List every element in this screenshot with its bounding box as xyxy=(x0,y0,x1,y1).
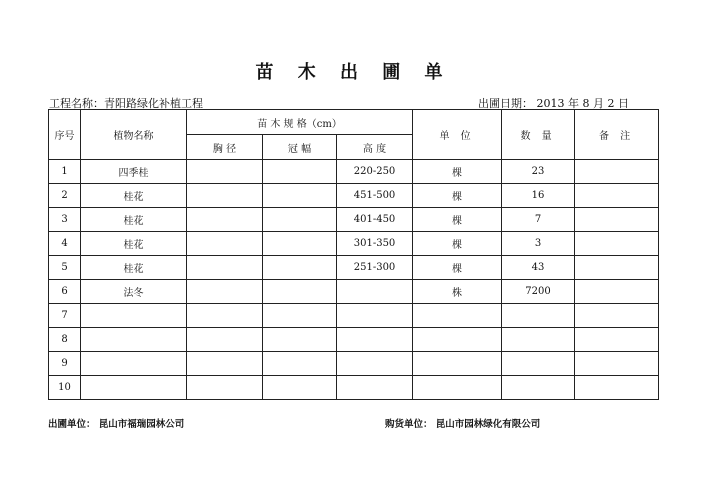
row-height xyxy=(337,328,413,352)
row-quantity: 3 xyxy=(502,232,575,256)
row-height: 220-250 xyxy=(337,160,413,184)
row-unit xyxy=(413,328,502,352)
row-height xyxy=(337,280,413,304)
header-note: 备 注 xyxy=(575,110,659,160)
row-quantity xyxy=(502,376,575,400)
row-chest-diameter xyxy=(187,376,263,400)
header-spec: 苗 木 规 格（cm） xyxy=(187,110,413,135)
row-crown-width xyxy=(263,160,337,184)
row-chest-diameter xyxy=(187,208,263,232)
row-unit xyxy=(413,304,502,328)
row-chest-diameter xyxy=(187,352,263,376)
row-quantity: 23 xyxy=(502,160,575,184)
row-crown-width xyxy=(263,304,337,328)
header-index: 序号 xyxy=(49,110,81,160)
row-unit xyxy=(413,352,502,376)
row-quantity: 43 xyxy=(502,256,575,280)
row-index: 4 xyxy=(49,232,81,256)
row-crown-width xyxy=(263,328,337,352)
header-row xyxy=(49,110,659,135)
table-row xyxy=(49,280,659,304)
table-row xyxy=(49,328,659,352)
row-unit: 株 xyxy=(413,280,502,304)
row-crown-width xyxy=(263,256,337,280)
row-unit xyxy=(413,376,502,400)
row-index: 3 xyxy=(49,208,81,232)
row-index: 5 xyxy=(49,256,81,280)
row-height xyxy=(337,352,413,376)
row-plant-name xyxy=(81,376,187,400)
issuing-unit: 出圃单位： 昆山市福瑞园林公司 xyxy=(48,419,185,430)
row-quantity: 7 xyxy=(502,208,575,232)
table-row xyxy=(49,160,659,184)
header-quantity: 数 量 xyxy=(502,110,575,160)
row-index: 8 xyxy=(49,328,81,352)
row-note xyxy=(575,304,659,328)
table-row xyxy=(49,208,659,232)
row-height: 451-500 xyxy=(337,184,413,208)
row-plant-name: 桂花 xyxy=(81,256,187,280)
header-crown-width: 冠 幅 xyxy=(263,135,337,160)
row-crown-width xyxy=(263,352,337,376)
row-crown-width xyxy=(263,232,337,256)
row-unit: 棵 xyxy=(413,256,502,280)
row-height: 401-450 xyxy=(337,208,413,232)
row-unit: 棵 xyxy=(413,184,502,208)
row-chest-diameter xyxy=(187,304,263,328)
row-unit: 棵 xyxy=(413,160,502,184)
row-quantity xyxy=(502,304,575,328)
table-row xyxy=(49,184,659,208)
row-chest-diameter xyxy=(187,280,263,304)
table-row xyxy=(49,304,659,328)
header-unit: 单 位 xyxy=(413,110,502,160)
row-crown-width xyxy=(263,184,337,208)
nursery-delivery-table xyxy=(48,109,659,400)
row-crown-width xyxy=(263,280,337,304)
row-note xyxy=(575,352,659,376)
row-chest-diameter xyxy=(187,160,263,184)
row-plant-name xyxy=(81,352,187,376)
header-height: 高 度 xyxy=(337,135,413,160)
row-height xyxy=(337,304,413,328)
row-unit: 棵 xyxy=(413,208,502,232)
row-quantity xyxy=(502,352,575,376)
row-height: 301-350 xyxy=(337,232,413,256)
row-plant-name xyxy=(81,304,187,328)
row-plant-name: 桂花 xyxy=(81,232,187,256)
row-index: 6 xyxy=(49,280,81,304)
row-quantity xyxy=(502,328,575,352)
table-row xyxy=(49,232,659,256)
row-quantity: 7200 xyxy=(502,280,575,304)
row-chest-diameter xyxy=(187,256,263,280)
row-plant-name: 桂花 xyxy=(81,208,187,232)
row-index: 10 xyxy=(49,376,81,400)
row-note xyxy=(575,160,659,184)
row-crown-width xyxy=(263,376,337,400)
row-plant-name: 桂花 xyxy=(81,184,187,208)
row-plant-name xyxy=(81,328,187,352)
row-index: 1 xyxy=(49,160,81,184)
row-chest-diameter xyxy=(187,184,263,208)
row-crown-width xyxy=(263,208,337,232)
row-note xyxy=(575,184,659,208)
row-unit: 棵 xyxy=(413,232,502,256)
row-note xyxy=(575,328,659,352)
purchasing-unit: 购货单位： 昆山市园林绿化有限公司 xyxy=(385,419,541,430)
issue-date: 出圃日期： 2013 年 8 月 2 日 xyxy=(478,97,629,110)
row-note xyxy=(575,232,659,256)
document-title: 苗 木 出 圃 单 xyxy=(255,62,452,83)
row-note xyxy=(575,208,659,232)
row-height xyxy=(337,376,413,400)
header-chest-diameter: 胸 径 xyxy=(187,135,263,160)
row-plant-name: 四季桂 xyxy=(81,160,187,184)
row-index: 9 xyxy=(49,352,81,376)
project-name: 工程名称：青阳路绿化补植工程 xyxy=(49,97,203,110)
row-index: 7 xyxy=(49,304,81,328)
row-chest-diameter xyxy=(187,328,263,352)
row-quantity: 16 xyxy=(502,184,575,208)
row-note xyxy=(575,256,659,280)
row-note xyxy=(575,376,659,400)
row-note xyxy=(575,280,659,304)
table-row xyxy=(49,352,659,376)
table-row xyxy=(49,376,659,400)
table-row xyxy=(49,256,659,280)
header-plant-name: 植物名称 xyxy=(81,110,187,160)
row-plant-name: 法冬 xyxy=(81,280,187,304)
row-index: 2 xyxy=(49,184,81,208)
row-height: 251-300 xyxy=(337,256,413,280)
row-chest-diameter xyxy=(187,232,263,256)
